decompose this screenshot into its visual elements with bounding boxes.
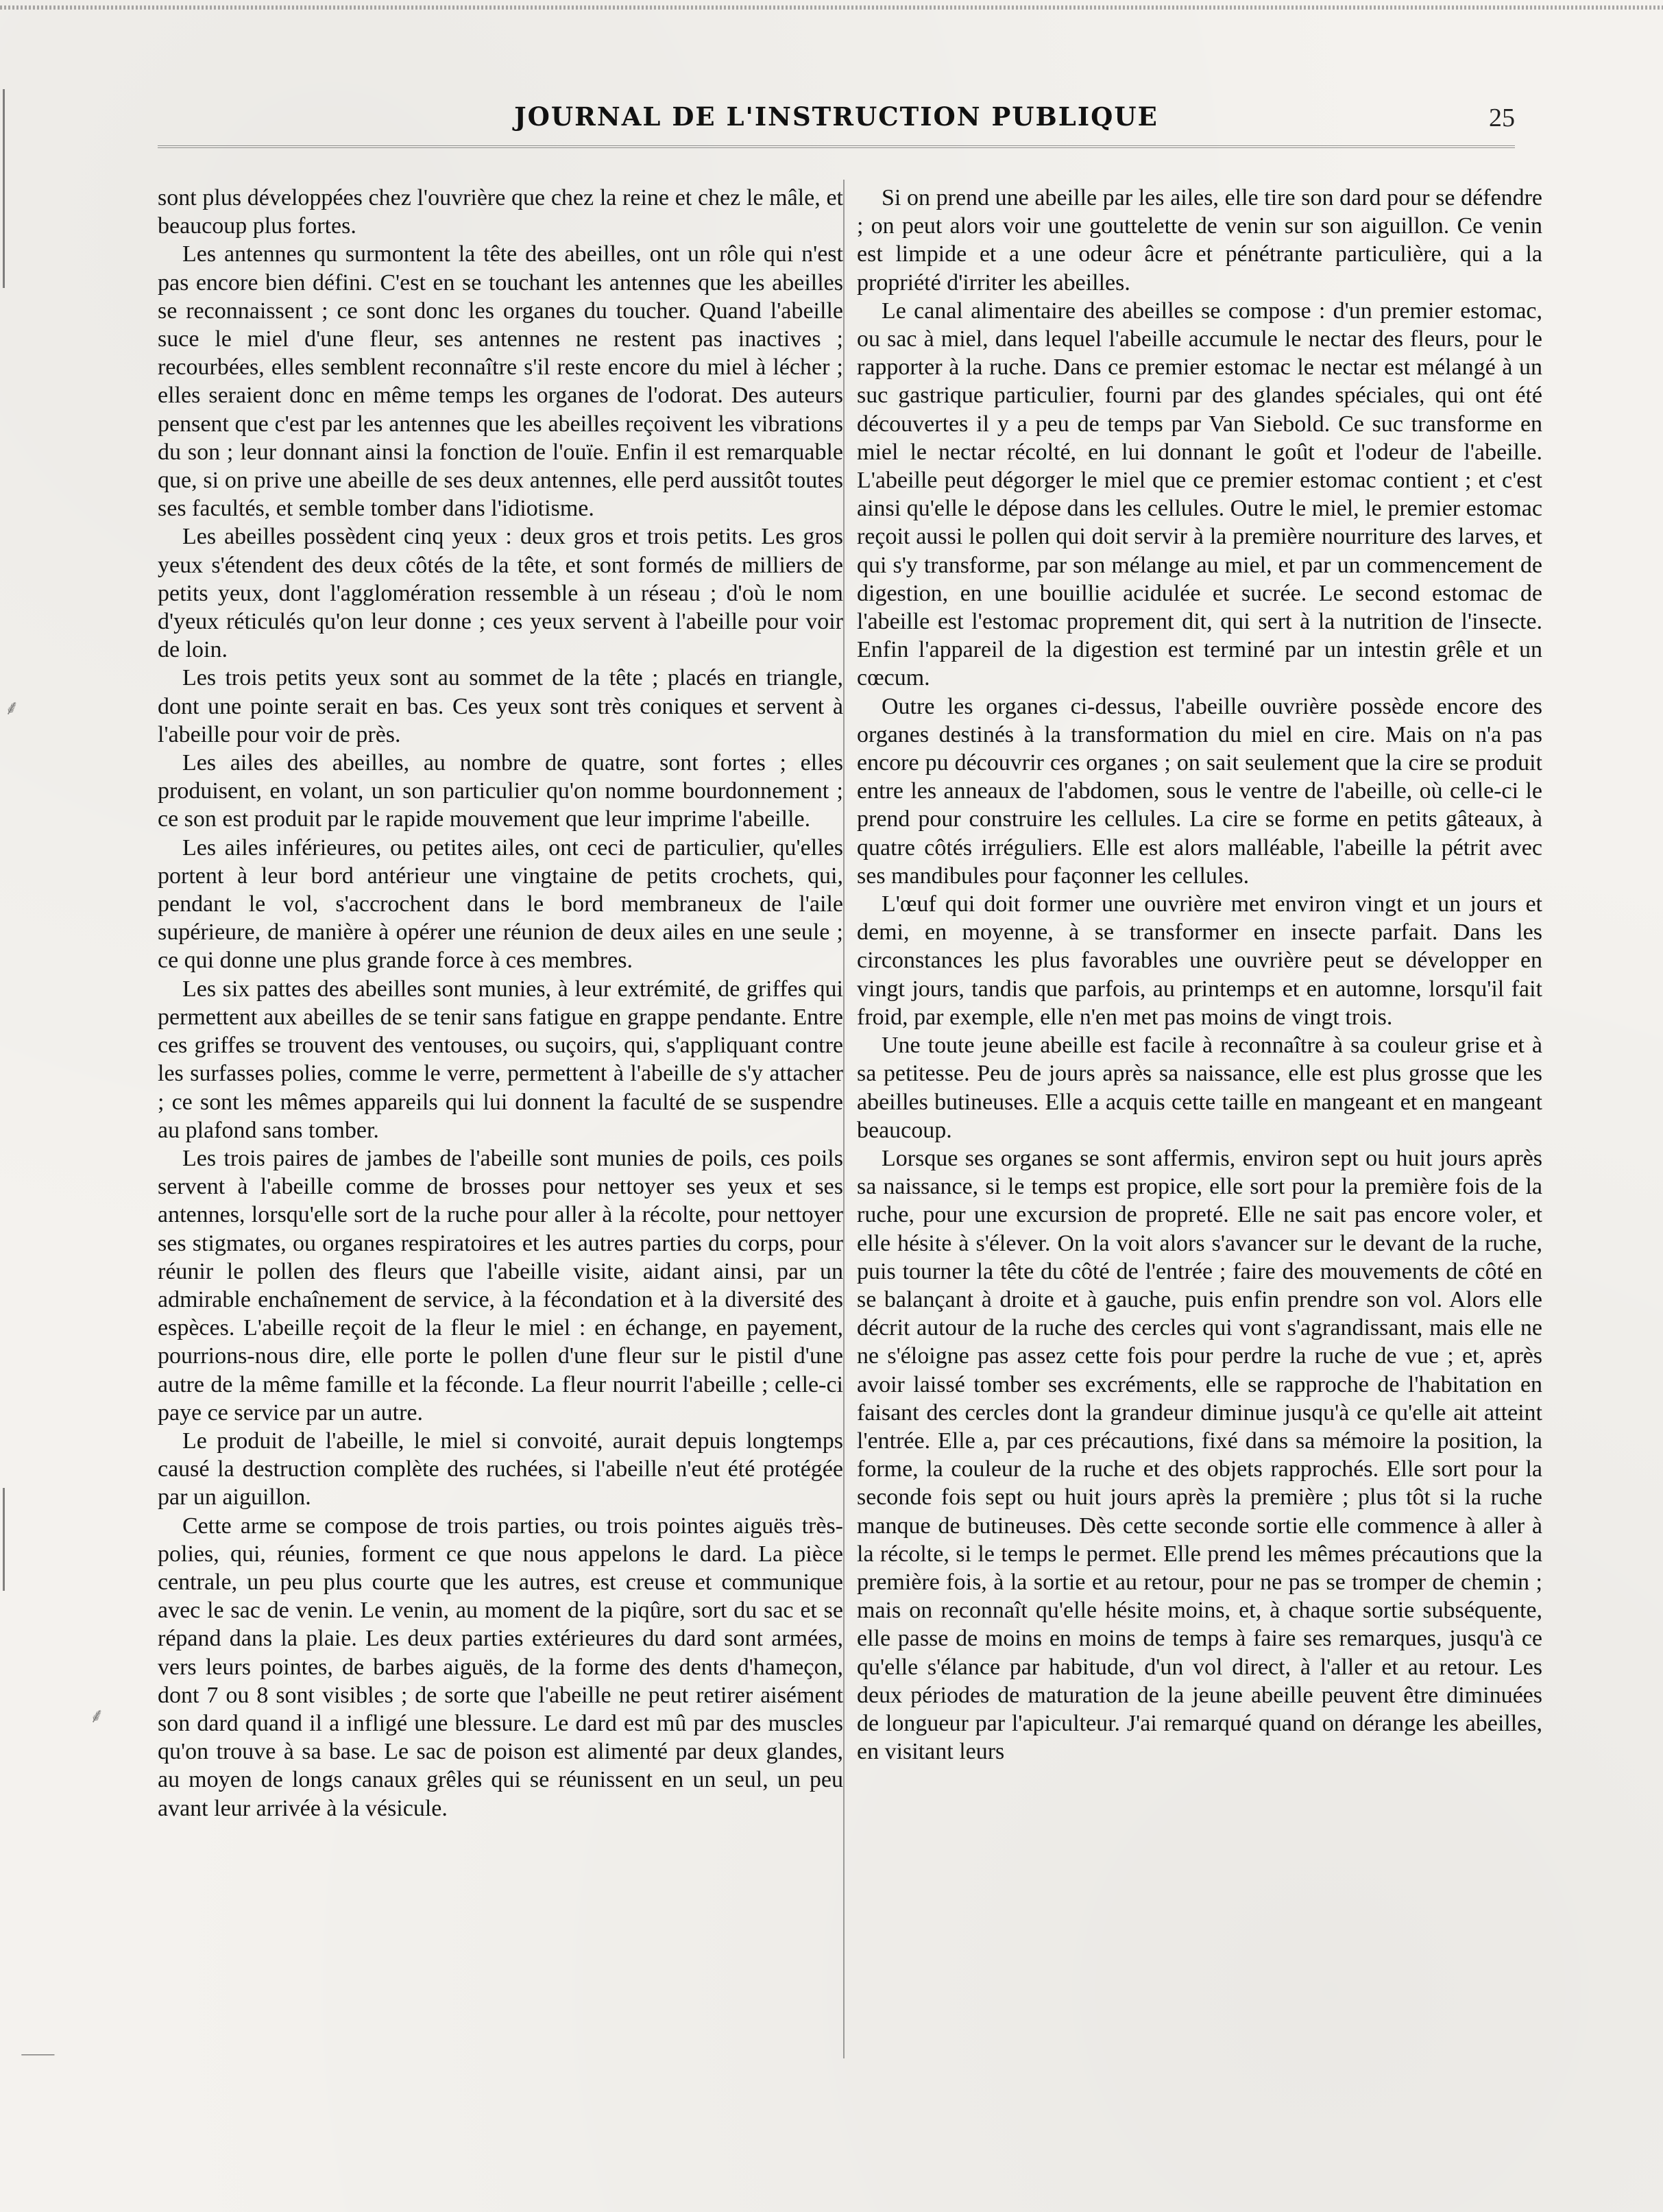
paragraph: Les ailes des abeilles, au nombre de quatre, sont fortes ; elles produisent, en volant, un son particulier qu'on nomme bourdonnement ; ce son est produit par le rapide mouvement que leur imprime l'abeille. xyxy=(158,750,843,832)
paragraph: Les ailes inférieures, ou petites ailes, ont ceci de particulier, qu'elles portent à leur bord antérieur une vingtaine de petits crochets, qui, pendant le vol, s'accrochent dans le bord membraneux de l'aile supérieure, de manière à opérer une réunion de deux ailes en une seule ; ce qui donne une plus grande force à ces membres. xyxy=(158,834,843,974)
paragraph: Une toute jeune abeille est facile à reconnaître à sa couleur grise et à sa petitesse. Peu de jours après sa naissance, elle est plus grosse que les abeilles butineuses. Elle a acquis cette taille en mangeant et en mangeant beaucoup. xyxy=(857,1033,1542,1143)
margin-ink-spot: ⸙ xyxy=(89,1704,105,1728)
paragraph: Les antennes qu surmontent la tête des abeilles, ont un rôle qui n'est pas encore bien défini. C'est en se touchant les antennes que les abeilles se reconnaissent ; ce sont donc les organes du toucher. Quand l'abeille suce le miel d'une fleur, ses antennes ne restent pas inactives ; recourbées, elles semblent reconnaître s'il reste encore du miel à lécher ; elles seraient donc en même temps les organes de l'odorat. Des auteurs pensent que c'est par les antennes que les abeilles reçoivent les vibrations du son ; leur donnant ainsi la fonction de l'ouïe. Enfin il est remarquable que, si on prive une abeille de ses deux antennes, elle perd aussitôt toutes ses facultés, et semble tomber dans l'idiotisme. xyxy=(158,241,843,522)
paragraph: sont plus développées chez l'ouvrière que chez la reine et chez le mâle, et beaucoup plus fortes. xyxy=(158,185,843,239)
paragraph: Les trois paires de jambes de l'abeille sont munies de poils, ces poils servent à l'abeille comme de brosses pour nettoyer ses yeux et ses antennes, lorsqu'elle sort de la ruche pour aller à la récolte, pour nettoyer ses stigmates, ou organes respiratoires et les autres parties du corps, pour réunir le pollen des fleurs que l'abeille visite, aidant ainsi, par un admirable enchaînement de service, à la fécondation et à la diversité des espèces. L'abeille reçoit de la fleur le miel : en échange, en payement, pourrions-nous dire, elle porte le pollen d'une fleur sur le pistil d'une autre de la même famille et la féconde. La fleur nourrit l'abeille ; celle-ci paye ce service par un autre. xyxy=(158,1145,843,1426)
paragraph: Le canal alimentaire des abeilles se compose : d'un premier estomac, ou sac à miel, dans lequel l'abeille accumule le nectar des fleurs, pour le rapporter à la ruche. Dans ce premier estomac le nectar est mélangé à un suc gastrique particulier, fourni par des glandes spéciales, qui ont été découvertes il y a peu de temps par Van Siebold. Ce suc transforme en miel le nectar récolté, en lui donnant le goût et l'odeur de l'abeille. L'abeille peut dégorger le miel que ce premier estomac contient ; et c'est ainsi qu'elle le dépose dans les cellules. Outre le miel, le premier estomac reçoit aussi le pollen qui doit servir à la première nourriture des larves, et qui s'y transforme, par son mélange au miel, et par un commencement de digestion, en une bouillie acidulée et sucrée. Le second estomac de l'abeille est l'estomac proprement dit, qui sert à la nutrition de l'insecte. Enfin l'appareil de la digestion est terminé par un intestin grêle et un cœcum. xyxy=(857,298,1542,691)
top-edge-rule xyxy=(0,5,1663,10)
paragraph: Le produit de l'abeille, le miel si convoité, aurait depuis longtemps causé la destruction complète des ruchées, si l'abeille n'eut été protégée par un aiguillon. xyxy=(158,1428,843,1511)
journal-title: JOURNAL DE L'INSTRUCTION PUBLIQUE xyxy=(514,101,1158,132)
paragraph: Cette arme se compose de trois parties, ou trois pointes aiguës très-polies, qui, réunies, forment ce que nous appelons le dard. La pièce centrale, un peu plus courte que les autres, est creuse et communique avec le sac de venin. Le venin, au moment de la piqûre, sort du sac et se répand dans la plaie. Les deux parties extérieures du dard sont armées, vers leurs pointes, de barbes aiguës, de la forme des dents d'hameçon, dont 7 ou 8 sont visibles ; de sorte que l'abeille ne peut retirer aisément son dard quand il a infligé une blessure. Le dard est mû par des muscles qu'on trouve à sa base. Le sac de poison est alimenté par deux glandes, au moyen de longs canaux grêles qui se réunissent en un seul, un peu avant leur arrivée à la vésicule. xyxy=(158,1513,843,1821)
left-margin-mark xyxy=(3,1488,5,1591)
paragraph: Les six pattes des abeilles sont munies, à leur extrémité, de griffes qui permettent aux abeilles de se tenir sans fatigue en grappe pendante. Entre ces griffes se trouvent des ventouses, ou suçoirs, qui, s'appliquant contre les surfasses polies, comme le verre, permettent à l'abeille de s'y attacher ; ce sont les mêmes appareils qui lui donnent la faculté de se suspendre au plafond sans tomber. xyxy=(158,976,843,1143)
margin-ink-spot: ⸙ xyxy=(4,696,20,720)
paragraph: Lorsque ses organes se sont affermis, environ sept ou huit jours après sa naissance, si le temps est propice, elle sort pour la première fois de la ruche, pour une excursion de propreté. Elle ne sait pas encore voler, et elle hésite à s'élever. On la voit alors s'avancer sur le devant de la ruche, puis tourner la tête du côté de l'entrée ; faire des mouvements de côté en se balançant à droite et à gauche, puis enfin prendre son vol. Alors elle décrit autour de la ruche des cercles qui vont s'agrandissant, mais elle ne ne s'éloigne pas assez cette fois pour perdre la ruche de vue ; et, après avoir laissé tomber ses excréments, elle se rapproche de l'habitation en faisant des cercles dont la grandeur diminue jusqu'à ce qu'elle ait atteint l'entrée. Elle a, par ces précautions, fixé dans sa mémoire la position, la forme, la couleur de la ruche et des objets rapprochés. Elle sort pour la seconde fois sept ou huit jours après la première ; plus tôt si la ruche manque de butineuses. Dès cette seconde sortie elle commence à aller à la récolte, si le temps le permet. Elle prend les mêmes précautions que la première fois, à la sortie et au retour, pour ne pas se tromper de chemin ; mais on reconnaît qu'elle hésite moins, et, à chaque sortie subséquente, elle passe de moins en moins de temps à faire ses remarques, jusqu'à ce qu'elle s'élance par habitude, d'un vol direct, à l'aller et au retour. Les deux périodes de maturation de la jeune abeille peuvent être diminuées de longueur par l'apiculteur. J'ai remarqué quand on dérange les abeilles, en visitant leurs xyxy=(857,1145,1542,1765)
left-column xyxy=(158,184,843,2090)
paragraph: L'œuf qui doit former une ouvrière met environ vingt et un jours et demi, en moyenne, à se transformer en insecte parfait. Dans les circonstances les plus favorables une ouvrière peut se développer en vingt jours, tandis que parfois, au printemps et en automne, lorsqu'il fait froid, par exemple, elle n'en met pas moins de vingt trois. xyxy=(857,891,1542,1030)
paragraph: Les abeilles possèdent cinq yeux : deux gros et trois petits. Les gros yeux s'étendent des deux côtés de la tête, et sont formés de milliers de petits yeux, dont l'agglomération ressemble à un réseau ; d'où le nom d'yeux réticulés qu'on leur donne ; ces yeux servent à l'abeille pour voir de loin. xyxy=(158,524,843,663)
column-divider xyxy=(843,180,845,2058)
paragraph: Les trois petits yeux sont au sommet de la tête ; placés en triangle, dont une pointe serait en bas. Ces yeux sont très coniques et servent à l'abeille pour voir de près. xyxy=(158,665,843,747)
left-margin-mark xyxy=(3,89,5,288)
page-header xyxy=(158,101,1515,143)
margin-ink-spot: ⸺ xyxy=(21,2042,56,2066)
header-rule xyxy=(158,145,1515,151)
paragraph: Si on prend une abeille par les ailes, elle tire son dard pour se défendre ; on peut alors voir une gouttelette de venin sur son aiguillon. Ce venin est limpide et a une odeur âcre et pénétrante particulière, qui a la propriété d'irriter les abeilles. xyxy=(857,185,1542,296)
right-column xyxy=(857,184,1542,2090)
paragraph: Outre les organes ci-dessus, l'abeille ouvrière possède encore des organes destinés à la transformation du miel en cire. Mais on n'a pas encore pu découvrir ces organes ; on sait seulement que la cire se produit entre les anneaux de l'abdomen, sous le ventre de l'abeille, où celle-ci le prend pour construire les cellules. La cire se forme en petits gâteaux, à quatre côtés irréguliers. Elle est alors malléable, l'abeille la pétrit avec ses mandibules pour façonner les cellules. xyxy=(857,693,1542,889)
page-number: 25 xyxy=(1489,104,1515,132)
